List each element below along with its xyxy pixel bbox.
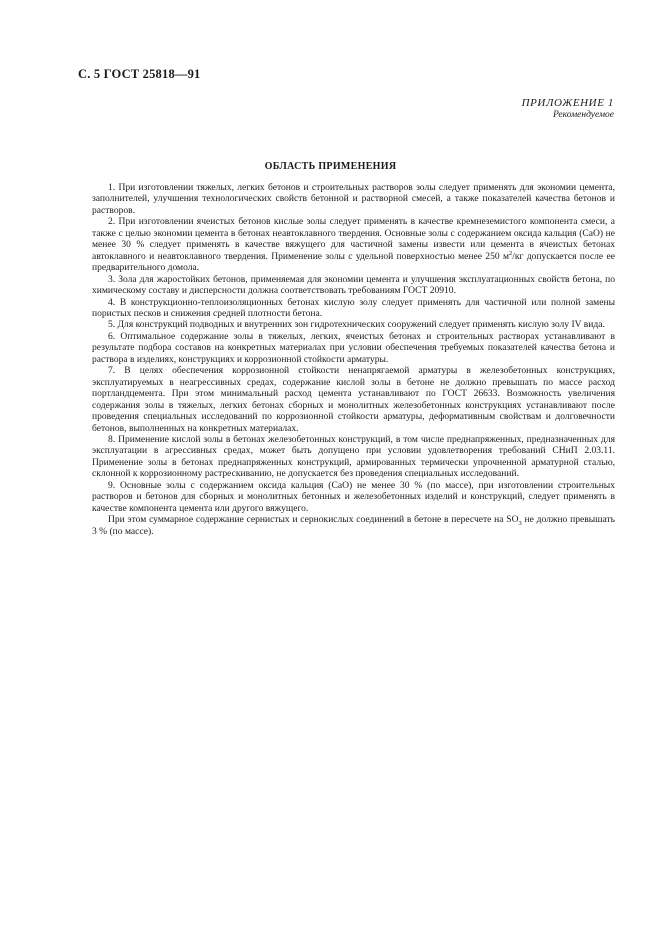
paragraph-text: 5. Для конструкций подводных и внутренних зон гидротехнических сооружений следует применять кислую золу IV вида. (108, 319, 605, 331)
appendix-type: Рекомендуемое (552, 110, 614, 120)
body-text (92, 182, 615, 537)
paragraph-text: 8. Применение кислой золы в бетонах железобетонных конструкций, в том числе преднапряженных, предназначенных для эксплуатации в агрессивных средах, может быть допущено при условии удовлетворения требований СНиП 2.03.11. Применение золы в бетонах преднапряженных конструкций, армированных термически упрочненной арматурной сталью, склонной к коррозионному растрескиванию, не допускается без проведения специальных исследований. (92, 433, 615, 480)
paragraph-text: 4. В конструкционно-теплоизоляционных бетонах кислую золу следует применять для частичной или полной замены пористых песков и снижения средней плотности бетона. (92, 296, 615, 319)
superscript: 2 (509, 249, 513, 257)
paragraph-4 (92, 297, 615, 320)
appendix-label (522, 97, 614, 121)
subscript: 3 (518, 520, 522, 528)
page-header: С. 5 ГОСТ 25818—91 (78, 67, 201, 81)
paragraph-1 (92, 182, 615, 216)
paragraph-text-tail: /кг допускается после ее предварительного домола. (92, 250, 615, 274)
paragraph-text: 1. При изготовлении тяжелых, легких бетонов и строительных растворов золы следует применять для экономии цемента, заполнителей, улучшения технологических свойств бетонной и растворной смесей, а также показателей качества бетонов и растворов. (92, 182, 615, 216)
paragraph-text: 2. При изготовлении ячеистых бетонов кислые золы следует применять в качестве кремнеземистого компонента смеси, а также с целью экономии цемента в бетонах неавтоклавного твердения. Основные золы с содержанием оксида кальция (СаО) не менее 30 % следует применять в качестве вяжущего для частичной замены извести или цемента в ячеистых бетонах автоклавного и неавтоклавного твердения. Применение золы с удельной поверхностью менее 250 м (92, 216, 615, 262)
section-title: ОБЛАСТЬ ПРИМЕНЕНИЯ (264, 161, 397, 172)
paragraph-8 (92, 434, 615, 480)
paragraph-2 (92, 216, 615, 273)
paragraph-text: 9. Основные золы с содержанием оксида кальция (СаО) не менее 30 % (по массе), при изготовлении строительных растворов и бетонов для сборных и монолитных бетонных и железобетонных изделий и конструкций, следует применять в качестве компонента цемента или другого вяжущего. (92, 479, 615, 514)
paragraph-10 (92, 514, 615, 537)
appendix-title: ПРИЛОЖЕНИЕ 1 (521, 97, 614, 109)
paragraph-9 (92, 480, 615, 514)
paragraph-text: 6. Оптимальное содержание золы в тяжелых, легких, ячеистых бетонах и строительных растворах устанавливают в результате подбора составов на конкретных материалах при условии обеспечения требуемых показателей качества бетона и раствора в изделиях, конструкциях и коррозионной стойкости арматуры. (92, 330, 615, 365)
paragraph-6 (92, 331, 615, 365)
paragraph-text: 7. В целях обеспечения коррозионной стойкости ненапрягаемой арматуры в железобетонных конструкциях, эксплуатируемых в неагрессивных средах, содержание кислой золы в бетоне не должно превышать по массе расход портландцемента. При этом минимальный расход цемента устанавливают по ГОСТ 26633. Возможность увеличения содержания золы в тяжелых, легких бетонах сборных и монолитных железобетонных конструкциях устанавливают после проведения специальных исследований по коррозионной стойкости арматуры, деформативным свойствам и долговечности бетонов, выполненных на конкретных материалах. (92, 365, 615, 434)
paragraph-text-tail: не должно превышать 3 % (по массе). (92, 514, 615, 537)
paragraph-5 (92, 319, 615, 330)
paragraph-text: При этом суммарное содержание сернистых и сернокислых соединений в бетоне в пересчете на SO (108, 514, 519, 526)
paragraph-text: 3. Зола для жаростойких бетонов, применяемая для экономии цемента и улучшения эксплуатационных свойств бетона, по химическому составу и дисперсности должна соответствовать требованиям ГОСТ 20910. (92, 273, 615, 297)
paragraph-3 (92, 274, 615, 297)
paragraph-7 (92, 365, 615, 434)
